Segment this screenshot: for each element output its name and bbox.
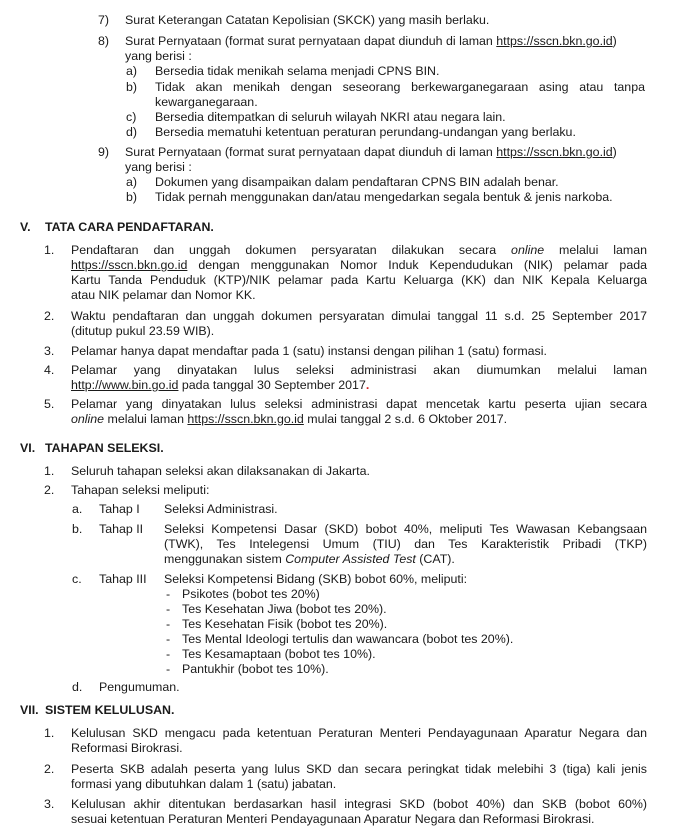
list-item-text — [71, 258, 647, 272]
list-item-text: Kartu Tanda Penduduk (KTP)/NIK pelamar pada Kartu Keluarga (KK) dan NIK Kepala Keluarga — [71, 273, 647, 287]
section-number: VI. — [20, 441, 36, 455]
dash-bullet: - — [166, 587, 171, 601]
sscn-link[interactable]: https://sscn.bkn.go.id — [496, 145, 613, 159]
list-number: 1. — [44, 243, 55, 257]
list-number: 1. — [44, 464, 55, 478]
sub-item-text: Tidak akan menikah dengan seseorang berkewarganegaraan asing atau tanpa — [155, 80, 645, 94]
item-text: online — [71, 412, 105, 426]
list-item-text: Waktu pendaftaran dan unggah dokumen persyaratan dimulai tanggal 11 s.d. 25 September 2017 — [71, 309, 647, 323]
sub-letter: b) — [126, 80, 138, 94]
test-item: Tes Mental Ideologi tertulis dan wawancara (bobot tes 20%). — [182, 632, 514, 646]
sub-item-text: Bersedia tidak menikah selama menjadi CPNS BIN. — [155, 64, 440, 78]
stage-text: (TWK), Tes Intelegensi Umum (TIU) dan Tes Karakteristik Pribadi (TKP) — [164, 537, 647, 551]
test-item: Tes Kesehatan Fisik (bobot tes 20%). — [182, 617, 388, 631]
sub-item-text: Tidak pernah menggunakan dan/atau mengedarkan segala bentuk & jenis narkoba. — [155, 190, 613, 204]
stage-text: Seleksi Administrasi. — [164, 502, 278, 516]
section-number: V. — [20, 220, 31, 234]
list-item-text: Pelamar yang dinyatakan lulus seleksi administrasi akan diumumkan melalui laman — [71, 363, 647, 377]
item-text: ) — [612, 34, 617, 48]
list-number: 2. — [44, 762, 55, 776]
item-text: yang berisi : — [125, 160, 192, 174]
list-number: 2. — [44, 309, 55, 323]
item-text: melalui laman — [104, 412, 188, 426]
list-item-text: (ditutup pukul 23.59 WIB). — [71, 324, 215, 338]
bin-link[interactable]: http://www.bin.go.id — [71, 378, 179, 392]
list-item-text — [71, 412, 507, 426]
sub-item-text: Dokumen yang disampaikan dalam pendaftaran CPNS BIN adalah benar. — [155, 175, 559, 189]
list-number: 5. — [44, 397, 55, 411]
section-number: VII. — [20, 703, 39, 717]
item-text: Surat Pernyataan (format surat pernyataan dapat diunduh di laman — [125, 145, 497, 159]
dash-bullet: - — [166, 662, 171, 676]
list-item-text: Pelamar yang dinyatakan lulus seleksi administrasi dapat mencetak kartu peserta ujian secara — [71, 397, 647, 411]
dash-bullet: - — [166, 632, 171, 646]
item-text: mulai tanggal 2 s.d. 6 Oktober 2017. — [303, 412, 508, 426]
test-item: Tes Kesehatan Jiwa (bobot tes 20%). — [182, 602, 387, 616]
sub-letter: d) — [126, 125, 138, 139]
sub-letter: a. — [72, 502, 83, 516]
list-item-text: formasi yang dibutuhkan dalam 1 (satu) jabatan. — [71, 777, 337, 791]
list-item-text: Reformasi Birokrasi. — [71, 741, 183, 755]
section-title: TATA CARA PENDAFTARAN. — [45, 220, 214, 234]
list-number: 3. — [44, 797, 55, 811]
item-text: menggunakan sistem — [164, 552, 286, 566]
sub-letter: c. — [72, 572, 82, 586]
item-text: Computer Assisted Test — [285, 552, 416, 566]
list-item-text: Peserta SKB adalah peserta yang lulus SKD dan secara peringkat tidak melebihi 3 (tiga) kali jenis — [71, 762, 647, 776]
sub-letter: d. — [72, 680, 83, 694]
dash-bullet: - — [166, 602, 171, 616]
list-item-text: Seluruh tahapan seleksi akan dilaksanakan di Jakarta. — [71, 464, 370, 478]
sscn-link[interactable]: https://sscn.bkn.go.id — [496, 34, 613, 48]
requirement-item-7: Surat Keterangan Catatan Kepolisian (SKCK) yang masih berlaku. — [125, 13, 490, 27]
item-text: pada tanggal 30 September 2017 — [178, 378, 366, 392]
stage-text: Pengumuman. — [99, 680, 180, 694]
sub-letter: c) — [126, 110, 137, 124]
item-text: (CAT). — [415, 552, 455, 566]
red-period: . — [365, 378, 370, 392]
item-text: Pendaftaran dan unggah dokumen persyaratan dilakukan secara — [71, 243, 512, 257]
sub-item-text: Bersedia ditempatkan di seluruh wilayah NKRI atau negara lain. — [155, 110, 506, 124]
sub-item-text: kewarganegaraan. — [155, 95, 258, 109]
stage-text: Seleksi Kompetensi Bidang (SKB) bobot 60%, meliputi: — [164, 572, 468, 586]
list-item-text: Kelulusan akhir ditentukan berdasarkan hasil integrasi SKD (bobot 40%) dan SKB (bobot 60%) — [71, 797, 647, 811]
requirement-item-8 — [125, 34, 617, 48]
item-text: yang berisi : — [125, 49, 192, 63]
stage-label: Tahap I — [99, 502, 140, 516]
section-title: SISTEM KELULUSAN. — [45, 703, 175, 717]
sscn-link[interactable]: https://sscn.bkn.go.id — [71, 258, 188, 272]
list-number: 9) — [98, 145, 110, 159]
test-item: Tes Kesamaptaan (bobot tes 10%). — [182, 647, 376, 661]
list-number: 2. — [44, 483, 55, 497]
sub-letter: a) — [126, 64, 138, 78]
sscn-link[interactable]: https://sscn.bkn.go.id — [187, 412, 304, 426]
list-item-text — [71, 378, 369, 392]
item-text: ) — [612, 145, 617, 159]
list-number: 8) — [98, 34, 110, 48]
section-title: TAHAPAN SELEKSI. — [45, 441, 164, 455]
dash-bullet: - — [166, 617, 171, 631]
list-item-text: sesuai ketentuan Peraturan Menteri Pendayagunaan Aparatur Negara dan Reformasi Birokrasi. — [71, 812, 595, 826]
stage-label: Tahap III — [99, 572, 147, 586]
list-item-text: Kelulusan SKD mengacu pada ketentuan Peraturan Menteri Pendayagunaan Aparatur Negara dan — [71, 726, 647, 740]
sub-letter: b) — [126, 190, 138, 204]
stage-text: Seleksi Kompetensi Dasar (SKD) bobot 40%, meliputi Tes Wawasan Kebangsaan — [164, 522, 647, 536]
item-text: online — [511, 243, 545, 257]
test-item: Pantukhir (bobot tes 10%). — [182, 662, 329, 676]
sub-item-text: Bersedia mematuhi ketentuan peraturan perundang-undangan yang berlaku. — [155, 125, 576, 139]
test-item: Psikotes (bobot tes 20%) — [182, 587, 320, 601]
list-number: 4. — [44, 363, 55, 377]
requirement-item-9 — [125, 145, 617, 159]
list-item-text: atau NIK pelamar dan Nomor KK. — [71, 288, 256, 302]
list-item-text: Pelamar hanya dapat mendaftar pada 1 (satu) instansi dengan pilihan 1 (satu) formasi. — [71, 344, 547, 358]
stage-label: Tahap II — [99, 522, 144, 536]
list-number: 7) — [98, 13, 110, 27]
sub-letter: b. — [72, 522, 83, 536]
list-item-text: Tahapan seleksi meliputi: — [71, 483, 210, 497]
dash-bullet: - — [166, 647, 171, 661]
list-item-text — [71, 243, 647, 257]
list-number: 3. — [44, 344, 55, 358]
item-text: melalui laman — [544, 243, 648, 257]
item-text: dengan menggunakan Nomor Induk Kependudukan (NIK) pelamar pada — [187, 258, 647, 272]
item-text: Surat Pernyataan (format surat pernyataan dapat diunduh di laman — [125, 34, 497, 48]
sub-letter: a) — [126, 175, 138, 189]
list-number: 1. — [44, 726, 55, 740]
stage-text — [164, 552, 455, 566]
